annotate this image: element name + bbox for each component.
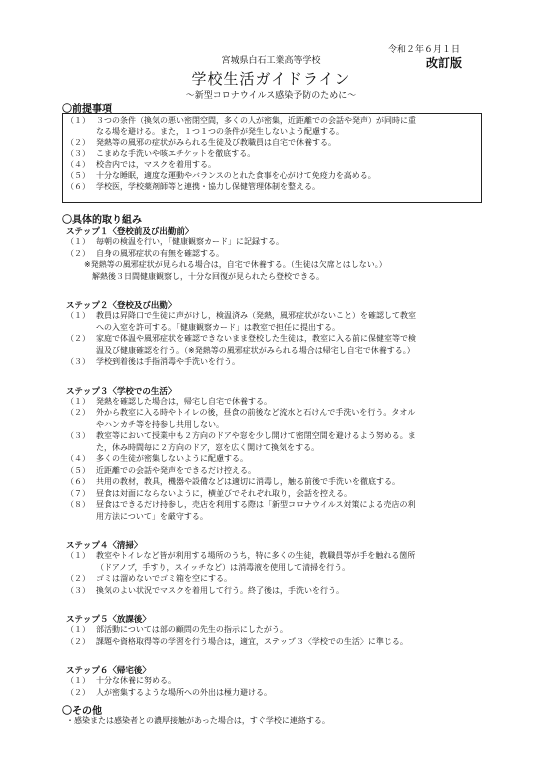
step-note: ※発熱等の風邪症状が見られる場合は，自宅で休養する。（生徒は欠席とはしない。） — [84, 260, 387, 269]
item-number: （８） — [66, 500, 90, 509]
step-item-text: 昼食はできるだけ持参し，売店を利用する際は「新型コロナウイルス対策による売店の利 — [96, 500, 416, 509]
step-item-text: 近距離での会話や発声をできるだけ控える。 — [96, 465, 256, 475]
other-line: ・感染または感染者との濃厚接触があった場合は，すぐ学校に連絡する。 — [66, 716, 330, 725]
premise-item-text: 十分な睡眠，適度な運動やバランスのとれた食事を心がけて免疫力を高める。 — [96, 171, 376, 180]
item-number: （２） — [66, 408, 90, 417]
item-number: （６） — [66, 477, 90, 486]
step-item-text: 用方法について」を厳守する。 — [96, 511, 208, 521]
step-item-text: やハンカチ等を持参し共用しない。 — [96, 419, 224, 429]
step-item-text: 部活動については部の顧問の先生の指示にしたがう。 — [96, 625, 288, 634]
step-item-text: 外から教室に入る時やトイレの後，昼食の前後など流水と石けんで手洗いを行う。タオル — [96, 408, 416, 417]
item-number: （３） — [66, 431, 90, 440]
item-number: （１） — [66, 237, 90, 246]
step-item-text: 課題や資格取得等の学習を行う場合は，適宜，ステップ３〈学校での生活〉に準じる。 — [96, 636, 408, 646]
step-item-text: 多くの生徒が密集しないように配慮する。 — [96, 454, 248, 463]
item-number: （２） — [66, 138, 90, 147]
step-heading: ステップ２〈登校及び出勤〉 — [66, 301, 177, 311]
revised-label: 改訂版 — [425, 56, 462, 70]
premise-item-text: 学校医，学校薬剤師等と連携・協力し保健管理体制を整える。 — [96, 182, 320, 191]
step-item-text: 教室等において授業中も２方向のドアや窓を少し開けて密閉空間を避けるよう努める。ま — [96, 431, 416, 440]
step-heading: ステップ５〈放課後〉 — [66, 615, 151, 625]
item-number: （４） — [66, 160, 90, 169]
item-number: （２） — [66, 248, 90, 258]
item-number: （２） — [66, 687, 90, 697]
item-number: （１） — [66, 676, 90, 685]
school-name: 宮城県白石工業高等学校 — [221, 56, 321, 66]
step-item-text: 家庭で体温や風邪症状を確認できないまま登校した生徒は，教室に入る前に保健室等で検 — [96, 334, 416, 343]
item-number: （２） — [66, 334, 90, 343]
step-item-text: 毎朝の検温を行い，「健康観察カード」に記録する。 — [96, 237, 284, 246]
step-item-text: 換気のよい状況でマスクを着用して行う。終了後は，手洗いを行う。 — [96, 585, 344, 595]
actions-heading: 〇具体的取り組み — [62, 215, 142, 226]
item-number: （１） — [66, 116, 90, 125]
premise-item-text: なる場を避ける。また，１つ１つの条件が発生しないよう配慮する。 — [96, 127, 344, 136]
step-heading: ステップ４〈清掃〉 — [66, 541, 143, 551]
other-heading: 〇その他 — [62, 706, 102, 717]
document-title: 学校生活ガイドライン — [191, 70, 351, 88]
document-subtitle: ～新型コロナウイルス感染予防のために～ — [185, 91, 357, 101]
step-item-text: 人が密集するような場所への外出は極力避ける。 — [96, 687, 272, 697]
step-item-text: 発熱を確認した場合は，帰宅し自宅で休養する。 — [96, 396, 272, 406]
item-number: （１） — [66, 311, 90, 320]
premise-item-text: ３つの条件（換気の悪い密閉空間，多くの人が密集，近距離での会話や発声）が同時に重 — [96, 116, 416, 125]
item-number: （３） — [66, 357, 90, 366]
item-number: （１） — [66, 396, 90, 406]
step-item-text: た，休み時間毎に２方向のドア，窓を広く開けて換気をする。 — [96, 442, 320, 452]
step-item-text: への入室を許可する。「健康観察カード」は教室で担任に提出する。 — [96, 322, 340, 332]
item-number: （５） — [66, 465, 90, 475]
step-heading: ステップ３〈学校での生活〉 — [66, 386, 177, 397]
step-heading: ステップ１〈登校前及び出勤前〉 — [66, 227, 194, 237]
step-item-text: 教員は昇降口で生徒に声がけし，検温済み（発熱，風邪症状がないこと）を確認して教室 — [96, 311, 416, 320]
item-number: （２） — [66, 574, 90, 583]
step-item-text: 昼食は対面にならないように，横並びでそれぞれ取り，会話を控える。 — [96, 488, 352, 498]
premise-item-text: 校舎内では，マスクを着用する。 — [96, 160, 216, 169]
step-item-text: （ドアノブ，手すり，スイッチなど）は消毒液を使用して清掃を行う。 — [96, 562, 351, 572]
premise-heading: 〇前提事項 — [62, 104, 112, 115]
step-note: 解熱後３日間健康観察し，十分な回復が見られたら登校できる。 — [92, 271, 324, 281]
item-number: （１） — [66, 625, 90, 634]
step-item-text: 十分な休養に努める。 — [96, 676, 176, 685]
item-number: （１） — [66, 551, 90, 560]
step-heading: ステップ６〈帰宅後〉 — [66, 666, 151, 676]
step-item-text: 温及び健康確認を行う。（※発熱等の風邪症状がみられる場合は帰宅し自宅で休養する。） — [96, 345, 415, 355]
item-number: （４） — [66, 454, 90, 463]
item-number: （３） — [66, 149, 90, 158]
step-item-text: 教室やトイレなど皆が利用する場所のうち，特に多くの生徒，教職員等が手を触れる箇所 — [96, 551, 416, 560]
issue-date: 令和２年６月１日 — [387, 45, 460, 55]
item-number: （６） — [66, 182, 90, 191]
item-number: （５） — [66, 171, 90, 180]
item-number: （２） — [66, 636, 90, 646]
premise-item-text: 発熱等の風邪の症状がみられる生徒及び教職員は自宅で休養する。 — [96, 138, 336, 147]
step-item-text: ゴミは溜めないでゴミ箱を空にする。 — [96, 574, 232, 583]
item-number: （７） — [66, 488, 90, 498]
step-item-text: 自身の風邪症状の有無を確認する。 — [96, 248, 224, 258]
step-item-text: 共用の教材，教具，機器や設備などは適切に消毒し，触る前後で手洗いを徹底する。 — [96, 477, 400, 486]
step-item-text: 学校到着後は手指消毒や手洗いを行う。 — [96, 357, 240, 366]
item-number: （３） — [66, 585, 90, 595]
premise-item-text: こまめな手洗いや咳エチケットを徹底する。 — [96, 149, 256, 158]
